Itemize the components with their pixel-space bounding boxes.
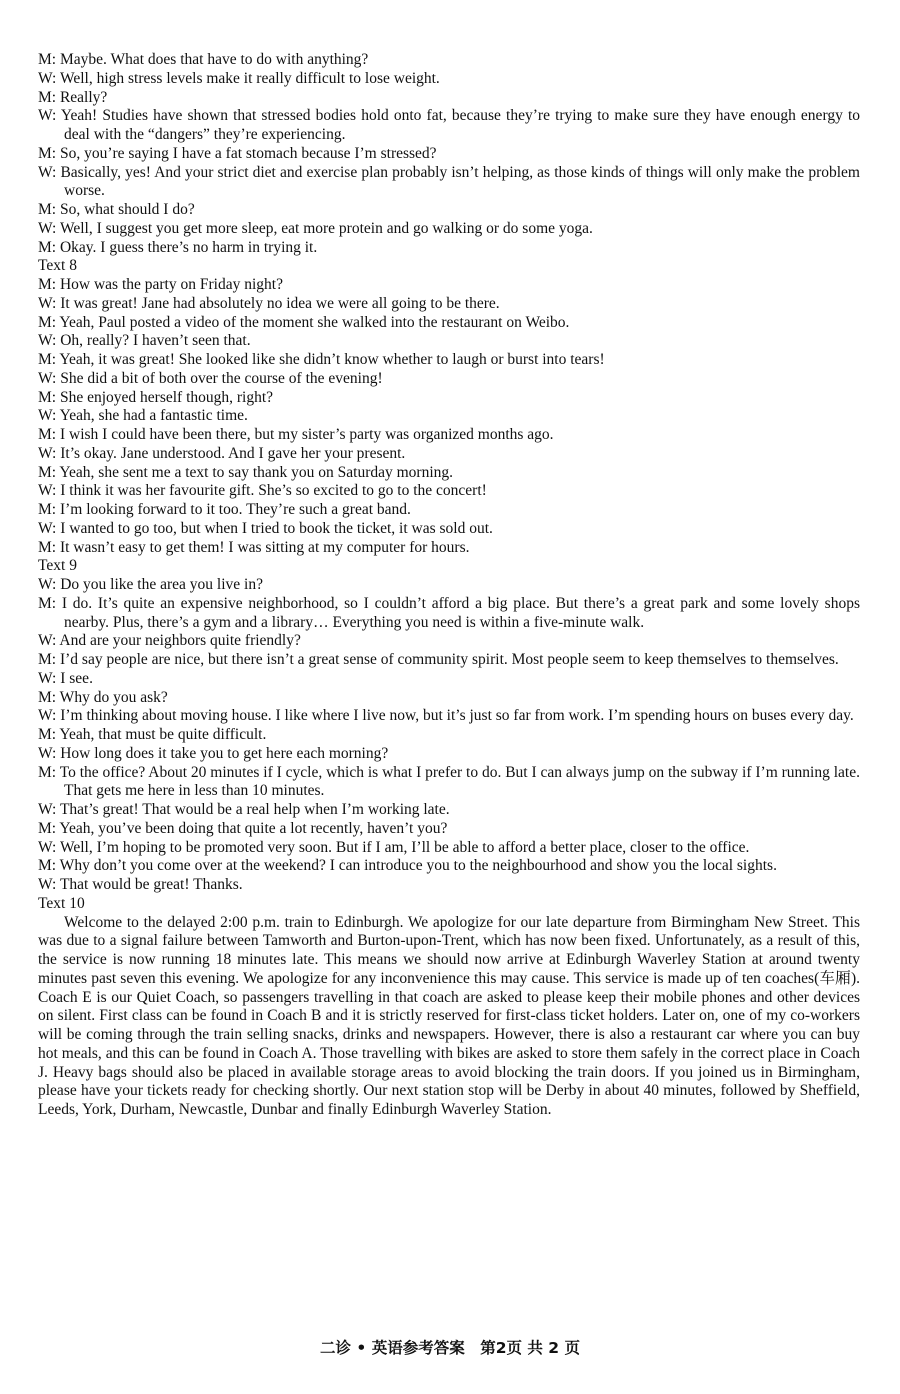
dialogue-line: M: So, what should I do?	[38, 201, 195, 218]
section-heading-text9: Text 9	[38, 557, 77, 575]
dialogue-line: M: Maybe. What does that have to do with anything?	[38, 51, 369, 68]
dialogue-line: W: I’m thinking about moving house. I like where I live now, but it’s just so far from work. I’m spending hours on buses every day.	[38, 707, 854, 725]
dialogue-line: W: That would be great! Thanks.	[38, 876, 243, 893]
dialogue-line: W: She did a bit of both over the course of the evening!	[38, 369, 383, 387]
dialogue-line: W: Basically, yes! And your strict diet and exercise plan probably isn’t helping, as those kinds of things will only make the problem worse.	[38, 163, 860, 200]
transcript-body	[38, 51, 860, 1120]
dialogue-line: W: That’s great! That would be a real help when I’m working late.	[38, 801, 450, 818]
dialogue-line: M: So, you’re saying I have a fat stomach because I’m stressed?	[38, 144, 437, 162]
dialogue-line: M: Yeah, she sent me a text to say thank you on Saturday morning.	[38, 463, 454, 481]
dialogue-line: W: Oh, really? I haven’t seen that.	[38, 332, 251, 350]
dialogue-line: M: How was the party on Friday night?	[38, 276, 283, 293]
dialogue-line: M: I’m looking forward to it too. They’re such a great band.	[38, 501, 411, 518]
dialogue-line: M: Really?	[38, 88, 108, 106]
dialogue-line: W: It’s okay. Jane understood. And I gave her your present.	[38, 444, 406, 462]
dialogue-line: M: Yeah, that must be quite difficult.	[38, 726, 267, 743]
dialogue-line: M: Yeah, Paul posted a video of the moment she walked into the restaurant on Weibo.	[38, 313, 570, 331]
announcement-paragraph: Welcome to the delayed 2:00 p.m. train to Edinburgh. We apologize for our late departure from Birmingham New Street. This was due to a signal failure between Tamworth and Burton-upon-Trent, which has now been fixed. Unfortunately, as a result of this, the service is now running 18 minutes late. This means we should now arrive at Edinburgh Waverley Station at around twenty minutes past seven this evening. We apologize for any inconvenience this may cause. This service is made up of ten coaches(车厢). Coach E is our Quiet Coach, so passengers travelling in that coach are asked to please keep their mobile phones and other devices on silent. First class can be found in Coach B and it is strictly reserved for first-class ticket holders. Later on, one of my co-workers will be coming through the train selling snacks, drinks and newspapers. However, there is also a restaurant car where you can buy hot meals, and this can be found in Coach A. Those travelling with bikes are asked to store them safely in the correct place in Coach J. Heavy bags should also be placed in available storage areas to avoid blocking the train doors. If you joined us in Birmingham, please have your tickets ready for checking shortly. Our next station stop will be Derby in about 40 minutes, followed by Sheffield, Leeds, York, Durham, Newcastle, Dunbar and finally Edinburgh Waverley Station.	[38, 913, 860, 1118]
dialogue-line: W: Well, I’m hoping to be promoted very soon. But if I am, I’ll be able to afford a better place, closer to the office.	[38, 838, 750, 856]
dialogue-line: M: I wish I could have been there, but my sister’s party was organized months ago.	[38, 426, 554, 443]
dialogue-line: W: Well, high stress levels make it really difficult to lose weight.	[38, 69, 440, 87]
text10-section	[38, 895, 860, 1120]
text7-continuation	[38, 51, 860, 257]
dialogue-line: W: Yeah, she had a fantastic time.	[38, 407, 248, 425]
dialogue-line: W: I think it was her favourite gift. She’s so excited to go to the concert!	[38, 482, 487, 500]
dialogue-line: W: How long does it take you to get here each morning?	[38, 744, 389, 762]
dialogue-line: M: It wasn’t easy to get them! I was sitting at my computer for hours.	[38, 538, 470, 556]
dialogue-line: W: And are your neighbors quite friendly?	[38, 632, 301, 650]
dialogue-line: M: Yeah, it was great! She looked like she didn’t know whether to laugh or burst into tears!	[38, 351, 605, 368]
dialogue-line: M: Okay. I guess there’s no harm in trying it.	[38, 238, 318, 256]
dialogue-line: W: Do you like the area you live in?	[38, 576, 263, 593]
dialogue-line: W: I see.	[38, 669, 93, 687]
dialogue-line: M: Yeah, you’ve been doing that quite a lot recently, haven’t you?	[38, 819, 448, 837]
dialogue-line: W: Well, I suggest you get more sleep, eat more protein and go walking or do some yoga.	[38, 219, 593, 237]
text9-section	[38, 557, 860, 895]
dialogue-line: W: It was great! Jane had absolutely no idea we were all going to be there.	[38, 294, 500, 312]
section-heading-text8: Text 8	[38, 257, 77, 275]
dialogue-line: M: Why don’t you come over at the weekend? I can introduce you to the neighbourhood and show you the local sights.	[38, 857, 777, 875]
dialogue-line: M: To the office? About 20 minutes if I cycle, which is what I prefer to do. But I can always jump on the subway if I’m running late. That gets me here in less than 10 minutes.	[38, 763, 860, 800]
dialogue-line: M: She enjoyed herself though, right?	[38, 388, 274, 406]
dialogue-line: M: Why do you ask?	[38, 688, 168, 706]
dialogue-line: W: I wanted to go too, but when I tried to book the ticket, it was sold out.	[38, 519, 493, 537]
text8-section	[38, 257, 860, 557]
dialogue-line: M: I’d say people are nice, but there isn’t a great sense of community spirit. Most people seem to keep themselves to themselves.	[38, 651, 839, 668]
dialogue-line: M: I do. It’s quite an expensive neighborhood, so I couldn’t afford a big place. But there’s a great park and some lovely shops nearby. Plus, there’s a gym and a library… Everything you need is within a five-minute walk.	[38, 594, 860, 631]
section-heading-text10: Text 10	[38, 894, 85, 912]
page-footer: 二诊 • 英语参考答案 第2页 共 2 页	[320, 1339, 580, 1357]
dialogue-line: W: Yeah! Studies have shown that stressed bodies hold onto fat, because they’re trying to make sure they have enough energy to deal with the “dangers” they’re experiencing.	[38, 107, 860, 143]
